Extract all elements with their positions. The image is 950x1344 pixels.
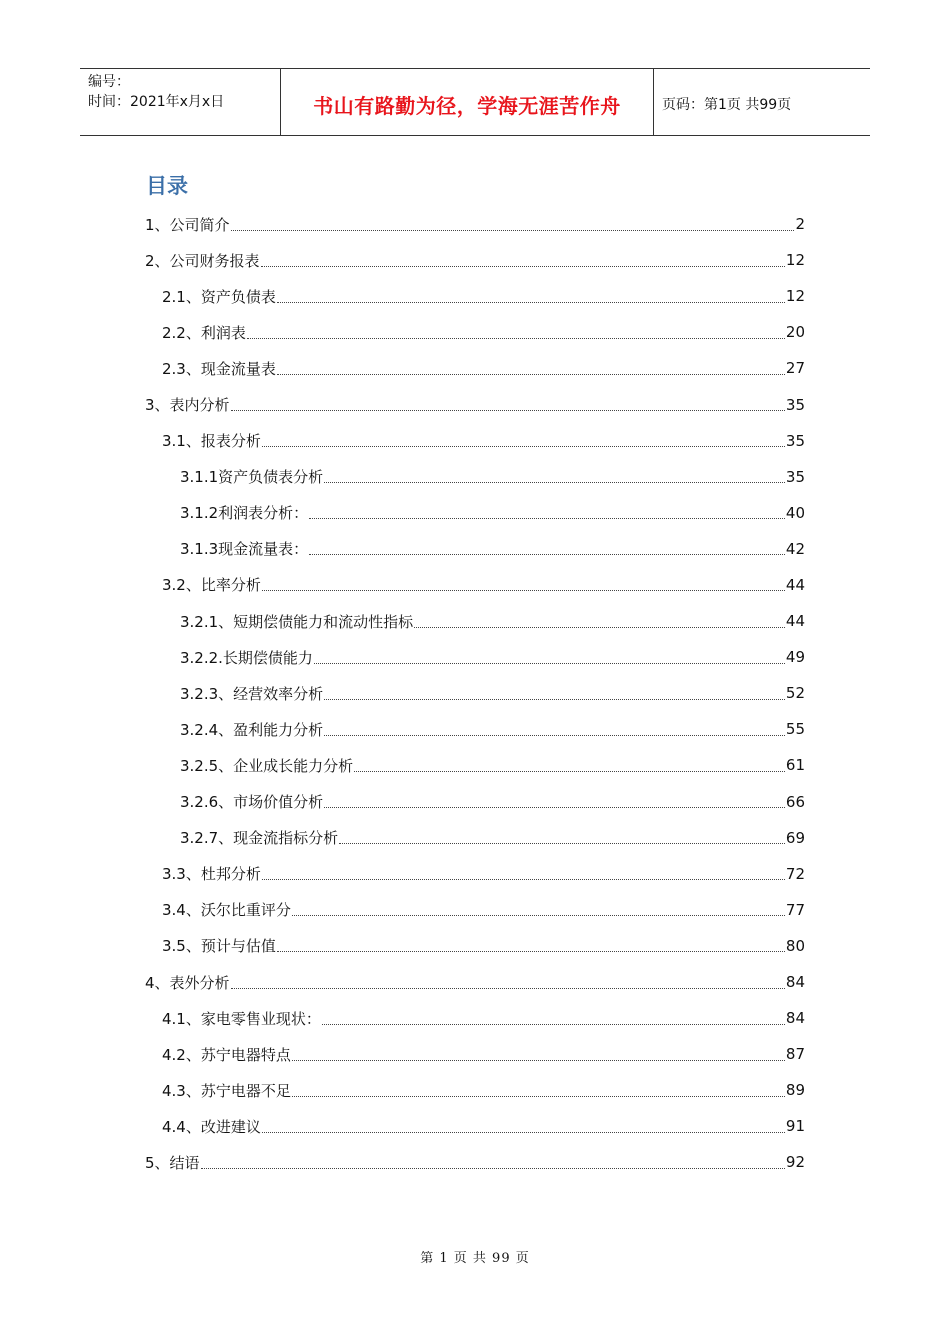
toc-leader bbox=[247, 338, 785, 339]
toc-entry-label: 3.1.2利润表分析： bbox=[180, 504, 309, 523]
toc-entry[interactable] bbox=[0, 820, 950, 856]
document-header bbox=[80, 68, 870, 136]
header-page-label: 页码：第1页 共99页 bbox=[662, 97, 792, 113]
toc-entry-label: 3.2.4、盈利能力分析 bbox=[180, 720, 324, 739]
toc-entry-label: 2、公司财务报表 bbox=[145, 251, 260, 270]
toc-entry-page: 84 bbox=[785, 973, 805, 992]
toc-entry-page: 80 bbox=[785, 936, 805, 955]
toc-entry-page: 35 bbox=[785, 395, 805, 414]
toc-entry-label: 3.1.3现金流量表： bbox=[180, 540, 309, 559]
toc-entry-label: 3.2.7、现金流指标分析 bbox=[180, 829, 339, 848]
toc-entry-page: 92 bbox=[785, 1153, 805, 1172]
toc-leader bbox=[201, 1168, 785, 1169]
toc-leader bbox=[292, 1096, 785, 1097]
document-number-label: 编号： bbox=[88, 74, 130, 90]
toc-entry-label: 3.1.1资产负债表分析 bbox=[180, 468, 324, 487]
toc-entry[interactable] bbox=[0, 1072, 950, 1108]
toc-entry[interactable] bbox=[0, 1036, 950, 1072]
toc-leader bbox=[324, 699, 785, 700]
toc-entry-page: 66 bbox=[785, 792, 805, 811]
toc-leader bbox=[322, 1024, 785, 1025]
toc-entry-label: 3.2.2.长期偿债能力 bbox=[180, 648, 313, 667]
header-page-cell bbox=[654, 69, 870, 135]
toc-entry[interactable] bbox=[0, 531, 950, 567]
toc-entry-label: 2.2、利润表 bbox=[162, 323, 246, 342]
toc-entry-page: 35 bbox=[785, 467, 805, 486]
toc-entry-label: 5、结语 bbox=[145, 1153, 200, 1172]
toc-leader bbox=[292, 1060, 785, 1061]
toc-entry-label: 4.4、改进建议 bbox=[162, 1117, 261, 1136]
toc-entry[interactable] bbox=[0, 856, 950, 892]
toc-entry[interactable] bbox=[0, 314, 950, 350]
toc-leader bbox=[339, 843, 785, 844]
toc-entry-label: 4.3、苏宁电器不足 bbox=[162, 1081, 291, 1100]
toc-entry[interactable] bbox=[0, 459, 950, 495]
toc-leader bbox=[277, 302, 785, 303]
toc-entry-label: 3.2、比率分析 bbox=[162, 576, 261, 595]
toc-entry[interactable] bbox=[0, 784, 950, 820]
toc-entry-page: 20 bbox=[785, 323, 805, 342]
toc-entry-page: 27 bbox=[785, 359, 805, 378]
toc-title: 目录 bbox=[146, 174, 188, 198]
toc-entry-page: 91 bbox=[785, 1117, 805, 1136]
toc-leader bbox=[231, 230, 795, 231]
toc-entry-page: 72 bbox=[785, 864, 805, 883]
header-motto-cell bbox=[281, 69, 654, 135]
toc-entry[interactable] bbox=[0, 495, 950, 531]
document-date-label: 时间：2021年x月x日 bbox=[88, 94, 225, 110]
toc-leader bbox=[262, 590, 785, 591]
toc-entry[interactable] bbox=[0, 242, 950, 278]
toc-entry-page: 49 bbox=[785, 648, 805, 667]
toc-entry-page: 89 bbox=[785, 1081, 805, 1100]
toc-leader bbox=[414, 627, 785, 628]
toc-entry[interactable] bbox=[0, 206, 950, 242]
toc-entry[interactable] bbox=[0, 1144, 950, 1180]
toc-leader bbox=[261, 266, 785, 267]
header-motto: 书山有路勤为径，学海无涯苦作舟 bbox=[313, 93, 621, 118]
toc-leader bbox=[324, 735, 785, 736]
toc-leader bbox=[309, 554, 785, 555]
toc-entry-label: 3.2.6、市场价值分析 bbox=[180, 793, 324, 812]
toc-entry-label: 3.5、预计与估值 bbox=[162, 937, 276, 956]
toc-entry-page: 69 bbox=[785, 828, 805, 847]
toc-leader bbox=[262, 446, 785, 447]
toc-entry[interactable] bbox=[0, 278, 950, 314]
toc-entry-label: 3.2.3、经营效率分析 bbox=[180, 684, 324, 703]
toc-entry-label: 2.3、现金流量表 bbox=[162, 359, 276, 378]
toc-entry-page: 77 bbox=[785, 900, 805, 919]
toc-leader bbox=[292, 915, 785, 916]
toc-entry-label: 2.1、资产负债表 bbox=[162, 287, 276, 306]
toc-entry-label: 3.1、报表分析 bbox=[162, 432, 261, 451]
toc-leader bbox=[354, 771, 785, 772]
toc-leader bbox=[262, 879, 785, 880]
toc-entry-page: 44 bbox=[785, 575, 805, 594]
toc-entry[interactable] bbox=[0, 675, 950, 711]
header-info-cell bbox=[80, 69, 281, 135]
toc-entry[interactable] bbox=[0, 1108, 950, 1144]
toc-entry-label: 4.2、苏宁电器特点 bbox=[162, 1045, 291, 1064]
toc-entry-page: 44 bbox=[785, 612, 805, 631]
toc-entry[interactable] bbox=[0, 639, 950, 675]
toc-entry[interactable] bbox=[0, 1000, 950, 1036]
toc-entry-page: 35 bbox=[785, 431, 805, 450]
toc-entry-page: 87 bbox=[785, 1045, 805, 1064]
toc-entry-page: 12 bbox=[785, 251, 805, 270]
table-of-contents bbox=[0, 206, 950, 1181]
toc-entry-label: 1、公司简介 bbox=[145, 215, 230, 234]
toc-entry[interactable] bbox=[0, 747, 950, 783]
toc-entry-page: 55 bbox=[785, 720, 805, 739]
toc-entry[interactable] bbox=[0, 964, 950, 1000]
toc-entry[interactable] bbox=[0, 567, 950, 603]
toc-entry[interactable] bbox=[0, 350, 950, 386]
toc-entry-label: 4.1、家电零售业现状： bbox=[162, 1009, 321, 1028]
toc-entry-label: 3、表内分析 bbox=[145, 396, 230, 415]
toc-leader bbox=[277, 374, 785, 375]
toc-entry-page: 40 bbox=[785, 503, 805, 522]
toc-leader bbox=[309, 518, 785, 519]
toc-entry-label: 3.4、沃尔比重评分 bbox=[162, 901, 291, 920]
toc-entry-page: 84 bbox=[785, 1009, 805, 1028]
toc-leader bbox=[262, 1132, 785, 1133]
toc-entry-label: 3.2.5、企业成长能力分析 bbox=[180, 756, 354, 775]
toc-leader bbox=[231, 988, 785, 989]
toc-entry-page: 12 bbox=[785, 287, 805, 306]
toc-leader bbox=[324, 807, 785, 808]
toc-entry[interactable] bbox=[0, 386, 950, 422]
toc-entry[interactable] bbox=[0, 603, 950, 639]
toc-entry[interactable] bbox=[0, 892, 950, 928]
toc-leader bbox=[324, 482, 785, 483]
toc-entry-label: 4、表外分析 bbox=[145, 973, 230, 992]
toc-entry-page: 61 bbox=[785, 756, 805, 775]
toc-leader bbox=[231, 410, 785, 411]
toc-entry-page: 52 bbox=[785, 684, 805, 703]
toc-entry-label: 3.2.1、短期偿债能力和流动性指标 bbox=[180, 612, 414, 631]
toc-leader bbox=[277, 951, 785, 952]
toc-entry-page: 2 bbox=[795, 215, 805, 234]
toc-entry[interactable] bbox=[0, 711, 950, 747]
page-footer: 第 1 页 共 99 页 bbox=[420, 1251, 530, 1266]
toc-leader bbox=[314, 663, 785, 664]
toc-entry[interactable] bbox=[0, 423, 950, 459]
toc-entry-label: 3.3、杜邦分析 bbox=[162, 865, 261, 884]
toc-entry[interactable] bbox=[0, 928, 950, 964]
toc-entry-page: 42 bbox=[785, 539, 805, 558]
